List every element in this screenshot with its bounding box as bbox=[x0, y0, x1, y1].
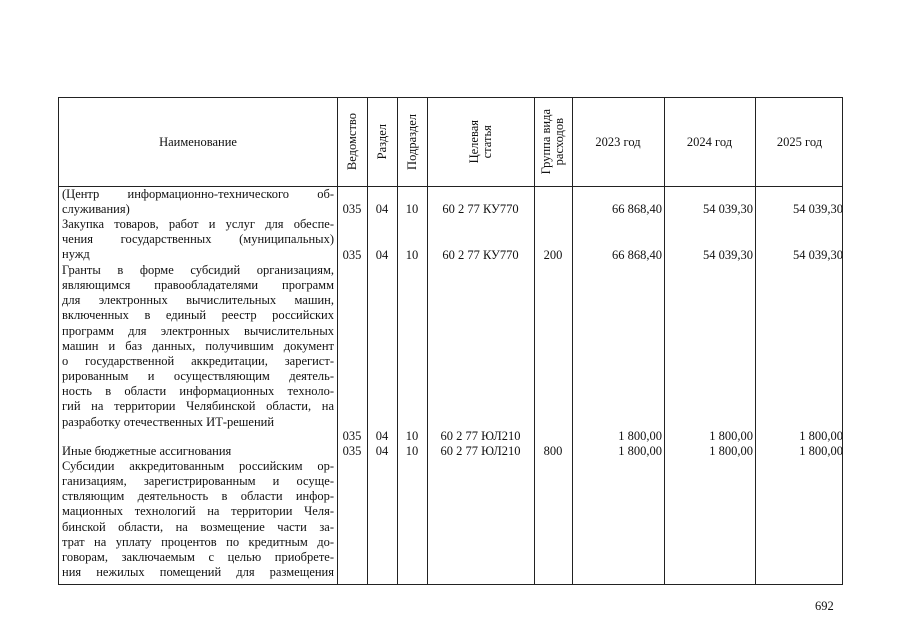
header-celevaya-statya: Целевая статья bbox=[466, 120, 494, 164]
cell-2025: 1 800,00 bbox=[799, 444, 843, 458]
cell-razdel: 04 bbox=[375, 248, 389, 262]
cell-2025: 1 800,00 bbox=[799, 429, 843, 443]
header-2025: 2025 год bbox=[776, 134, 823, 149]
row-name-line: гий на территории Челябинской области, на bbox=[62, 399, 334, 414]
row-name-line: программ для электронных вычислительных bbox=[62, 323, 334, 338]
row-name-line: ность в области информационных техноло- bbox=[62, 384, 334, 399]
cell-2024: 54 039,30 bbox=[703, 202, 753, 216]
cell-cs: 60 2 77 КУ770 bbox=[442, 202, 519, 216]
row-name-line: мационных технологий на территории Челя- bbox=[62, 504, 334, 519]
header-gruppa-vida: Группа вида расходов bbox=[539, 109, 566, 175]
row-name-line: говорам, заключаемым с целью приобрете- bbox=[62, 549, 334, 564]
row-name-line: чения государственных (муниципальных) bbox=[62, 232, 334, 247]
row-name-line: рированным и осуществляющим деятель- bbox=[62, 369, 334, 384]
row-name-line: Гранты в форме субсидий организациям, bbox=[62, 263, 334, 277]
row-name bbox=[62, 263, 334, 430]
cell-podrazdel: 10 bbox=[405, 202, 419, 216]
cell-vr: 800 bbox=[543, 444, 563, 458]
row-name-line: машин и баз данных, получившим документ bbox=[62, 338, 334, 353]
row-name-line: ганизациям, зарегистрированным и осуще- bbox=[62, 474, 334, 489]
row-name-line: служивания) bbox=[62, 202, 130, 217]
cell-2024: 1 800,00 bbox=[709, 429, 753, 443]
cell-razdel: 04 bbox=[375, 429, 389, 443]
cell-ved: 035 bbox=[342, 444, 362, 458]
cell-podrazdel: 10 bbox=[405, 429, 419, 443]
header-2023: 2023 год bbox=[595, 134, 641, 149]
header-name: Наименование bbox=[159, 134, 237, 149]
row-name bbox=[62, 459, 334, 580]
row-name-line: нужд bbox=[62, 247, 90, 262]
cell-2023: 1 800,00 bbox=[618, 429, 662, 443]
cell-ved: 035 bbox=[342, 202, 362, 216]
budget-table bbox=[58, 97, 843, 585]
cell-podrazdel: 10 bbox=[405, 248, 419, 262]
cell-vr: 200 bbox=[543, 248, 563, 262]
cell-2023: 66 868,40 bbox=[612, 202, 662, 216]
row-name-line: для электронных вычислительных машин, bbox=[62, 293, 334, 308]
row-name-line: ствляющим деятельность в области инфор- bbox=[62, 489, 334, 504]
row-name-line: Закупка товаров, работ и услуг для обеспе- bbox=[62, 217, 334, 231]
cell-2025: 54 039,30 bbox=[793, 202, 843, 216]
header-razdel: Раздел bbox=[374, 124, 389, 160]
row-name bbox=[62, 187, 334, 217]
header-podrazdel: Подраздел bbox=[404, 114, 419, 170]
row-name-line: бинской области, на возмещение части за- bbox=[62, 519, 334, 534]
row-name-line: о государственной аккредитации, зарегист- bbox=[62, 353, 334, 368]
cell-cs: 60 2 77 ЮЛ210 bbox=[440, 444, 521, 458]
cell-2024: 54 039,30 bbox=[703, 248, 753, 262]
row-name-line: являющимся правообладателями программ bbox=[62, 278, 334, 293]
cell-razdel: 04 bbox=[375, 444, 389, 458]
row-name bbox=[62, 444, 334, 459]
header-vedomstvo: Ведомство bbox=[344, 113, 359, 171]
cell-razdel: 04 bbox=[375, 202, 389, 216]
header-2024: 2024 год bbox=[686, 134, 733, 149]
cell-cs: 60 2 77 ЮЛ210 bbox=[440, 429, 521, 443]
row-name-line: (Центр информационно-технического об- bbox=[62, 187, 334, 201]
row-name-line: разработку отечественных ИТ-решений bbox=[62, 414, 275, 429]
row-name-line: Субсидии аккредитованным российским ор- bbox=[62, 459, 334, 473]
cell-podrazdel: 10 bbox=[405, 444, 419, 458]
cell-ved: 035 bbox=[342, 248, 362, 262]
page-number: 692 bbox=[815, 599, 834, 613]
cell-2023: 66 868,40 bbox=[612, 248, 662, 262]
row-name-line: включенных в единый реестр российских bbox=[62, 308, 334, 323]
cell-2025: 54 039,30 bbox=[793, 248, 843, 262]
row-name-line: трат на уплату процентов по кредитным до- bbox=[62, 534, 334, 549]
row-name bbox=[62, 217, 334, 262]
cell-2024: 1 800,00 bbox=[709, 444, 753, 458]
row-name-line: ния нежилых помещений для размещения bbox=[62, 565, 334, 580]
cell-cs: 60 2 77 КУ770 bbox=[442, 248, 519, 262]
row-name-line: Иные бюджетные ассигнования bbox=[62, 444, 232, 458]
cell-ved: 035 bbox=[342, 429, 362, 443]
cell-2023: 1 800,00 bbox=[618, 444, 662, 458]
